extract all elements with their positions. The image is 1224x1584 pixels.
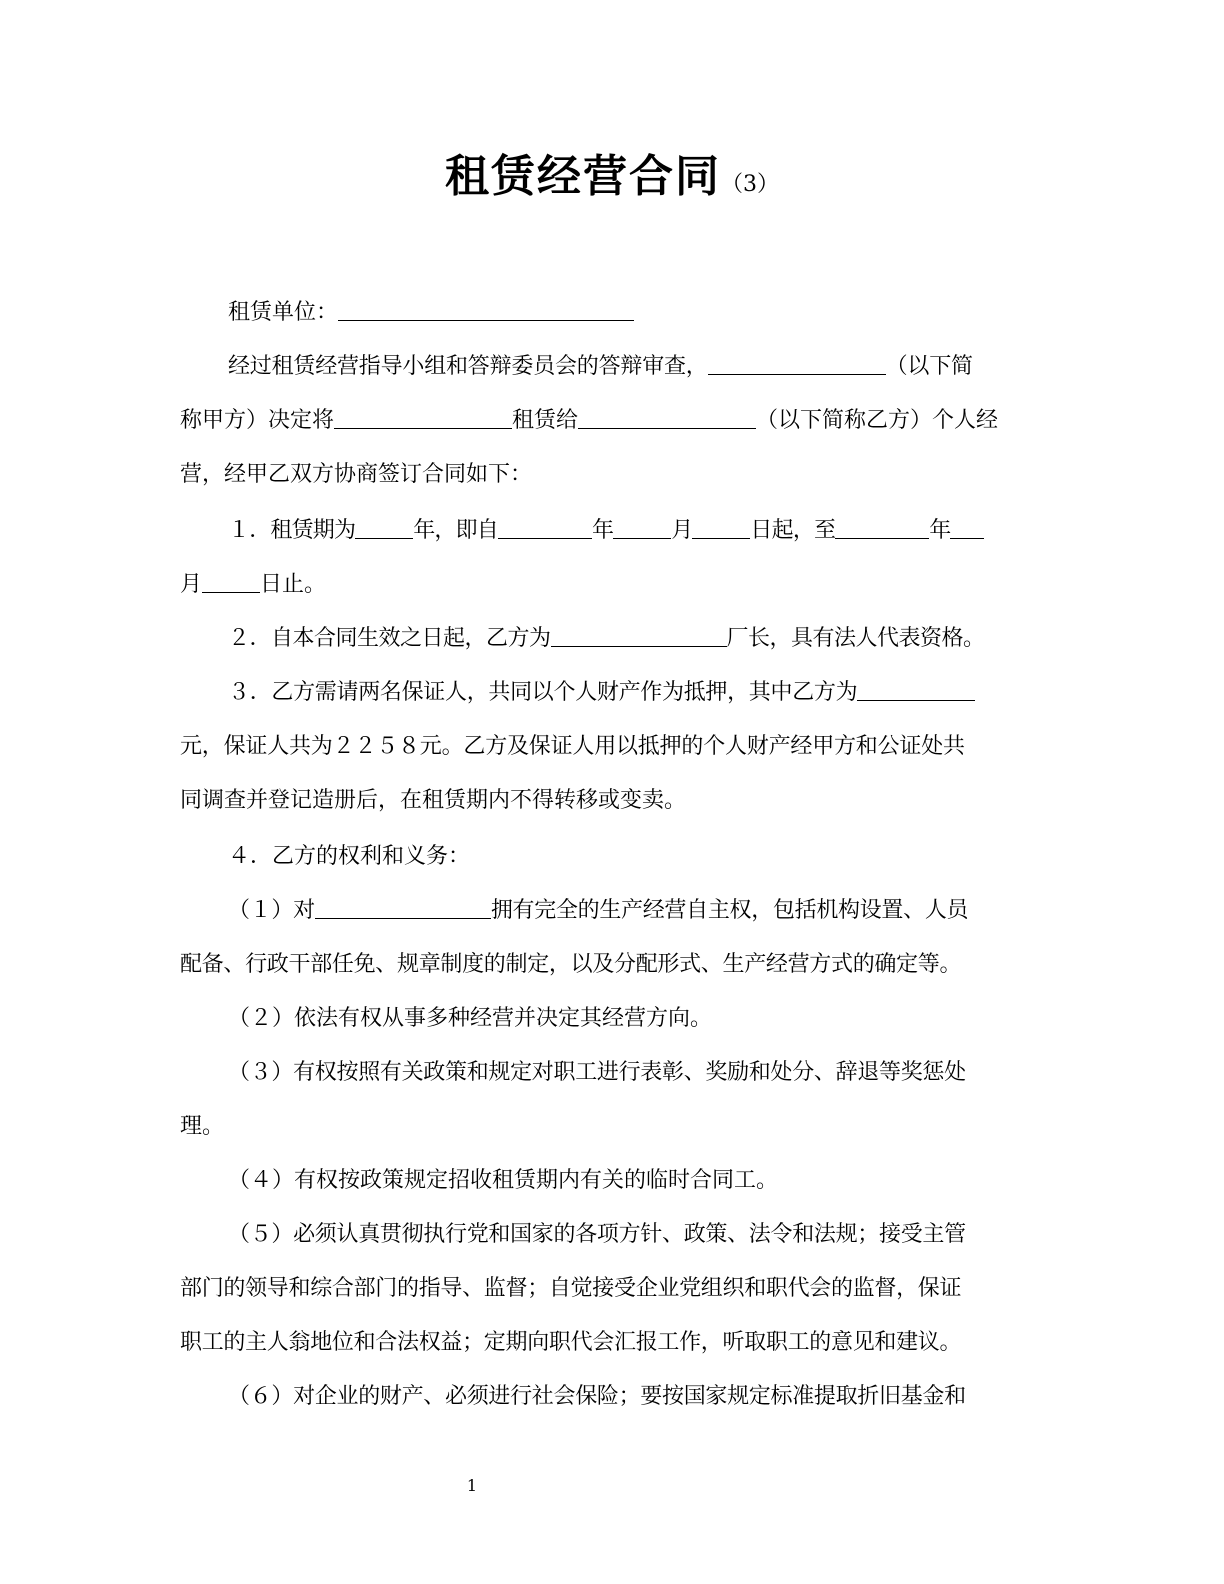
end-year-blank: [835, 516, 929, 539]
lessor-unit-line: 租赁单位：: [228, 296, 1040, 330]
clause-4-6-line: （６）对企业的财产、必须进行社会保险；要按国家规定标准提取折旧基金和: [228, 1384, 966, 1409]
clause-1-line: 月 日止。: [180, 572, 327, 597]
clause-4-2-line: （２）依法有权从事多种经营并决定其经营方向。: [228, 1006, 713, 1031]
clause-3-line: ３．乙方需请两名保证人，共同以个人财产作为抵押，其中乙方为: [228, 676, 1040, 710]
start-year-blank: [498, 516, 592, 539]
document-title: [0, 140, 1224, 204]
factory-director-blank: [551, 624, 727, 647]
leased-object-blank: [334, 406, 512, 429]
paragraph-line: 称甲方）决定将 租赁给 （以下简称乙方）个人经: [180, 408, 999, 433]
lessor-unit-blank: [338, 298, 634, 321]
clause-4-5-line: （５）必须认真贯彻执行党和国家的各项方针、政策、法令和法规；接受主管: [228, 1222, 966, 1247]
clause-4-4-line: （４）有权按政策规定招收租赁期内有关的临时合同工。: [228, 1168, 779, 1193]
party-a-blank: [708, 352, 886, 375]
title-suffix: （3）: [721, 172, 779, 197]
clause-4-3-line: 理。: [180, 1114, 225, 1139]
clause-4-heading: ４．乙方的权利和义务：: [228, 844, 471, 869]
start-day-blank: [692, 516, 750, 539]
end-month-blank: [950, 516, 984, 539]
paragraph-intro-line: 经过租赁经营指导小组和答辩委员会的答辩审查， （以下简: [228, 354, 973, 379]
title-text: 租赁经营合同: [445, 151, 721, 202]
term-years-blank: [355, 516, 413, 539]
clause-4-3-line: （３）有权按照有关政策和规定对职工进行表彰、奖励和处分、辞退等奖惩处: [228, 1060, 966, 1085]
start-month-blank: [613, 516, 671, 539]
enterprise-name-blank: [315, 896, 491, 919]
mortgage-amount-blank: [857, 678, 975, 701]
clause-3-line: 同调查并登记造册后，在租赁期内不得转移或变卖。: [180, 788, 687, 813]
paragraph-line: 营，经甲乙双方协商签订合同如下：: [180, 462, 533, 487]
end-day-blank: [202, 570, 260, 593]
clause-2-line: ２．自本合同生效之日起，乙方为 厂长，具有法人代表资格。: [228, 626, 985, 651]
clause-4-1-line: （１）对 拥有完全的生产经营自主权，包括机构设置、人员: [228, 898, 969, 923]
clause-4-1-line: 配备、行政干部任免、规章制度的制定，以及分配形式、生产经营方式的确定等。: [180, 952, 962, 977]
clause-1-line: １．租赁期为 年，即自 年 月 日起，至 年: [228, 514, 1040, 548]
clause-4-5-line: 部门的领导和综合部门的指导、监督；自觉接受企业党组织和职代会的监督，保证: [180, 1276, 962, 1301]
party-b-blank: [578, 406, 756, 429]
clause-4-5-line: 职工的主人翁地位和合法权益；定期向职代会汇报工作，听取职工的意见和建议。: [180, 1330, 962, 1355]
clause-3-line: 元，保证人共为２２５８元。乙方及保证人用以抵押的个人财产经甲方和公证处共: [180, 734, 965, 759]
page-number: 1: [466, 1476, 478, 1495]
